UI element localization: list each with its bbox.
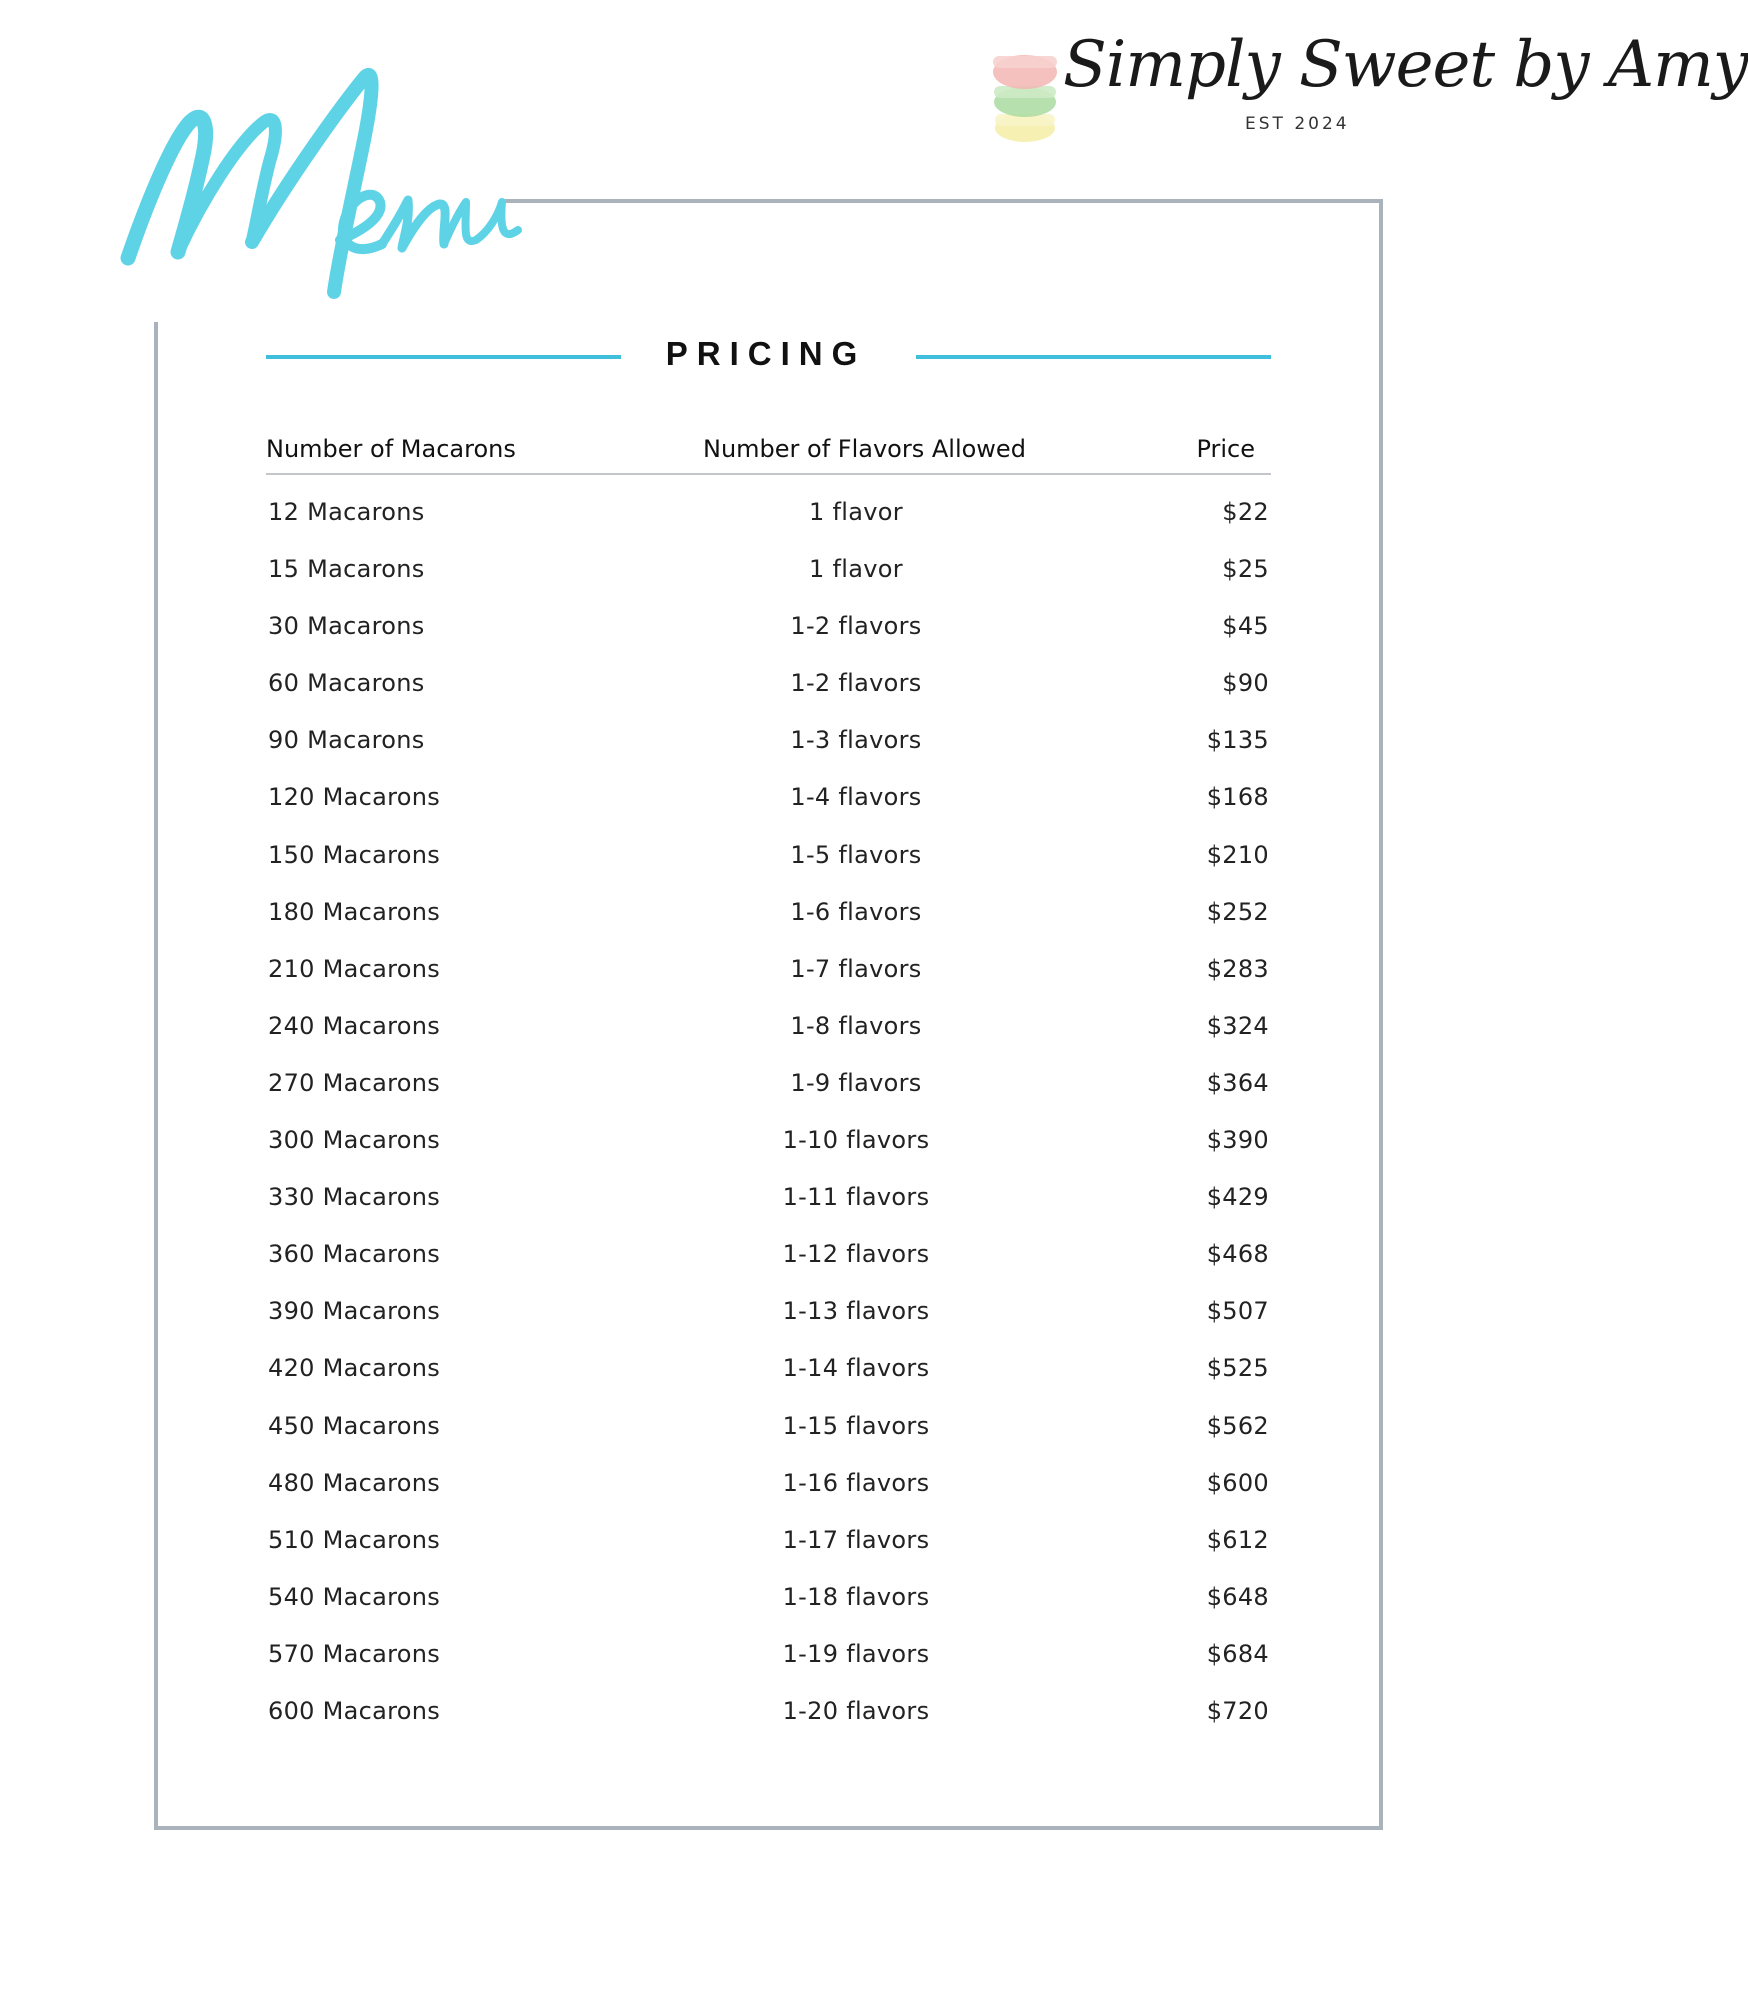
cell-flavors: 1-18 flavors — [782, 1582, 930, 1611]
brand-established: EST 2024 — [1245, 114, 1350, 134]
cell-quantity: 120 Macarons — [268, 783, 441, 812]
cell-price: $600 — [1206, 1468, 1269, 1497]
table-row — [266, 885, 1271, 942]
table-row — [266, 828, 1271, 885]
cell-quantity: 300 Macarons — [268, 1126, 441, 1155]
table-row — [266, 1627, 1271, 1684]
section-heading: PRICING — [665, 335, 867, 372]
table-row — [266, 1513, 1271, 1570]
cell-price: $468 — [1206, 1240, 1269, 1269]
cell-quantity: 360 Macarons — [268, 1240, 441, 1269]
cell-quantity: 390 Macarons — [268, 1297, 441, 1326]
frame-border-right — [1379, 199, 1383, 1829]
table-row — [266, 1227, 1271, 1284]
pricing-heading-row — [266, 335, 1271, 385]
cell-quantity: 480 Macarons — [268, 1468, 441, 1497]
cell-flavors: 1 flavor — [809, 555, 903, 584]
table-row — [266, 1170, 1271, 1227]
cell-price: $324 — [1206, 1011, 1269, 1040]
pricing-table — [266, 435, 1271, 1741]
table-row — [266, 713, 1271, 770]
cell-flavors: 1-20 flavors — [782, 1696, 930, 1725]
cell-price: $252 — [1206, 897, 1269, 926]
table-row — [266, 942, 1271, 999]
cell-price: $90 — [1222, 669, 1269, 698]
cell-price: $22 — [1222, 498, 1269, 526]
table-row — [266, 1341, 1271, 1398]
cell-quantity: 450 Macarons — [268, 1411, 441, 1440]
table-row — [266, 1113, 1271, 1170]
table-row — [266, 1399, 1271, 1456]
cell-flavors: 1-3 flavors — [790, 726, 922, 755]
cell-flavors: 1-8 flavors — [790, 1011, 922, 1040]
cell-quantity: 240 Macarons — [268, 1011, 441, 1040]
cell-flavors: 1-16 flavors — [782, 1468, 930, 1497]
cell-quantity: 60 Macarons — [268, 669, 425, 698]
table-row — [266, 1056, 1271, 1113]
table-row — [266, 656, 1271, 713]
cell-price: $525 — [1206, 1354, 1269, 1383]
cell-flavors: 1-9 flavors — [790, 1068, 922, 1097]
table-row — [266, 1456, 1271, 1513]
cell-price: $720 — [1206, 1696, 1269, 1725]
brand-name: Simply Sweet by Amy — [1063, 28, 1748, 102]
cell-price: $612 — [1206, 1525, 1269, 1554]
cell-flavors: 1-4 flavors — [790, 783, 922, 812]
cell-quantity: 150 Macarons — [268, 840, 441, 869]
cell-price: $364 — [1206, 1068, 1269, 1097]
menu-title — [118, 30, 538, 320]
cell-quantity: 330 Macarons — [268, 1183, 441, 1212]
cell-quantity: 600 Macarons — [268, 1696, 441, 1725]
cell-price: $135 — [1206, 726, 1269, 755]
cell-flavors: 1-13 flavors — [782, 1297, 930, 1326]
cell-flavors: 1-19 flavors — [782, 1639, 930, 1668]
cell-flavors: 1-17 flavors — [782, 1525, 930, 1554]
cell-flavors: 1-6 flavors — [790, 897, 922, 926]
cell-price: $283 — [1206, 954, 1269, 983]
menu-script-lettering — [118, 30, 538, 320]
table-body — [266, 475, 1271, 1741]
frame-border-top — [505, 199, 1383, 203]
brand-logo — [985, 28, 1748, 158]
cell-quantity: 180 Macarons — [268, 897, 441, 926]
table-row — [266, 1284, 1271, 1341]
cell-flavors: 1 flavor — [809, 498, 903, 526]
cell-quantity: 90 Macarons — [268, 726, 425, 755]
cell-flavors: 1-15 flavors — [782, 1411, 930, 1440]
header-flavors: Number of Flavors Allowed — [703, 435, 1026, 463]
cell-quantity: 510 Macarons — [268, 1525, 441, 1554]
table-row — [266, 599, 1271, 656]
table-row — [266, 770, 1271, 827]
cell-quantity: 210 Macarons — [268, 954, 441, 983]
cell-price: $429 — [1206, 1183, 1269, 1212]
cell-price: $210 — [1206, 840, 1269, 869]
cell-flavors: 1-7 flavors — [790, 954, 922, 983]
cell-quantity: 570 Macarons — [268, 1639, 441, 1668]
table-row — [266, 485, 1271, 542]
table-row — [266, 542, 1271, 599]
table-row — [266, 1684, 1271, 1741]
frame-border-left — [154, 322, 158, 1830]
cell-price: $25 — [1222, 555, 1269, 584]
frame-border-bottom — [154, 1826, 1383, 1830]
cell-flavors: 1-11 flavors — [782, 1183, 930, 1212]
cell-quantity: 30 Macarons — [268, 612, 425, 641]
cell-flavors: 1-2 flavors — [790, 669, 922, 698]
heading-rule-left — [266, 355, 621, 359]
cell-price: $168 — [1206, 783, 1269, 812]
cell-quantity: 420 Macarons — [268, 1354, 441, 1383]
header-price: Price — [1196, 435, 1255, 463]
table-row — [266, 1570, 1271, 1627]
cell-quantity: 12 Macarons — [268, 498, 425, 526]
header-quantity: Number of Macarons — [266, 435, 516, 463]
macaron-stack-icon — [985, 34, 1065, 154]
cell-price: $45 — [1222, 612, 1269, 641]
cell-price: $390 — [1206, 1126, 1269, 1155]
cell-quantity: 270 Macarons — [268, 1068, 441, 1097]
heading-rule-right — [916, 355, 1271, 359]
cell-quantity: 15 Macarons — [268, 555, 425, 584]
cell-flavors: 1-2 flavors — [790, 612, 922, 641]
cell-price: $562 — [1206, 1411, 1269, 1440]
cell-price: $648 — [1206, 1582, 1269, 1611]
cell-quantity: 540 Macarons — [268, 1582, 441, 1611]
cell-flavors: 1-5 flavors — [790, 840, 922, 869]
cell-flavors: 1-14 flavors — [782, 1354, 930, 1383]
cell-flavors: 1-12 flavors — [782, 1240, 930, 1269]
table-row — [266, 999, 1271, 1056]
cell-flavors: 1-10 flavors — [782, 1126, 930, 1155]
cell-price: $684 — [1206, 1639, 1269, 1668]
table-header — [266, 435, 1271, 475]
cell-price: $507 — [1206, 1297, 1269, 1326]
